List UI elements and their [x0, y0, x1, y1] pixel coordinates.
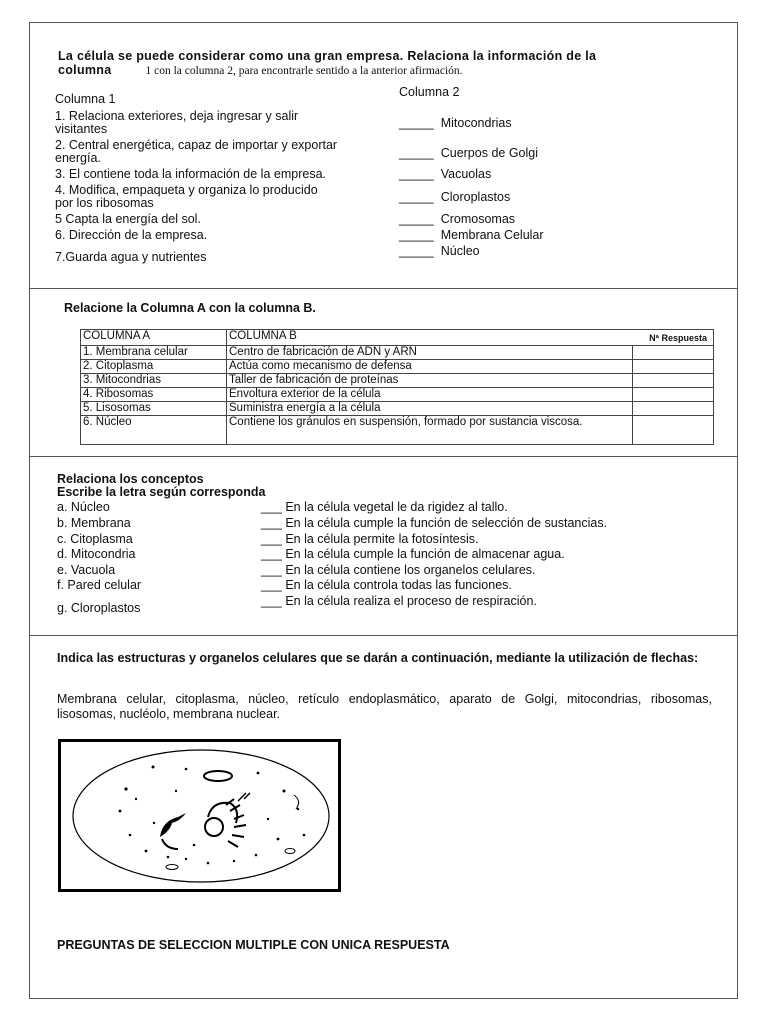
column2-header: Columna 2	[399, 85, 460, 99]
answer-cell[interactable]	[633, 360, 714, 374]
section4-title: Indica las estructuras y organelos celulares que se darán a continuación, mediante la utilización de flechas:	[57, 651, 699, 665]
col2-item: _____ Membrana Celular	[399, 228, 544, 242]
header-columna-b: COLUMNA B Nª Respuesta	[227, 330, 714, 346]
table-row: 3. Mitocondrias Taller de fabricación de proteínas	[81, 374, 714, 388]
col1-item-2: 2. Central energética, capaz de importar y exportar	[55, 138, 338, 152]
section-divider	[30, 288, 738, 289]
section1-intro: La célula se puede considerar como una gran empresa. Relaciona la información de la	[58, 49, 597, 63]
table-row: 6. Núcleo Contiene los gránulos en suspensión, formado por sustancia viscosa.	[81, 416, 714, 445]
statement-item: ___ En la célula permite la fotosíntesis.	[261, 532, 479, 546]
statement-item: ___ En la célula controla todas las funciones.	[261, 578, 512, 592]
concept-item: d. Mitocondria	[57, 547, 136, 561]
answer-cell[interactable]	[633, 374, 714, 388]
col2-item: _____ Vacuolas	[399, 167, 492, 181]
section3-subtitle: Escribe la letra según corresponda	[57, 485, 266, 499]
section1-intro-line2: columna 1 con la columna 2, para encontrarle sentido a la anterior afirmación.	[58, 63, 463, 77]
col2-item: _____ Núcleo	[399, 244, 480, 258]
table-row: 2. Citoplasma Actúa como mecanismo de defensa	[81, 360, 714, 374]
statement-item: ___ En la célula cumple la función de almacenar agua.	[261, 547, 565, 561]
statement-item: ___ En la célula cumple la función de selección de sustancias.	[261, 516, 608, 530]
col2-item: _____ Cuerpos de Golgi	[399, 146, 538, 160]
col1-item-4b: por los ribosomas	[55, 196, 154, 210]
section3-title: Relaciona los conceptos	[57, 472, 204, 486]
organelle-list: Membrana celular, citoplasma, núcleo, retículo endoplasmático, aparato de Golgi, mitocondrias, ribosomas, lisosomas, nucléolo, membrana nuclear.	[57, 692, 712, 721]
concept-item: e. Vacuola	[57, 563, 116, 577]
section2-title: Relacione la Columna A con la columna B.	[64, 301, 316, 315]
col1-item-5: 5 Capta la energía del sol.	[55, 212, 201, 226]
col1-item-7: 7.Guarda agua y nutrientes	[55, 250, 207, 264]
col1-item-1: 1. Relaciona exteriores, deja ingresar y salir	[55, 109, 299, 123]
table-row: 4. Ribosomas Envoltura exterior de la célula	[81, 388, 714, 402]
col2-item: _____ Cromosomas	[399, 212, 516, 226]
section5-title: PREGUNTAS DE SELECCION MULTIPLE CON UNICA RESPUESTA	[57, 938, 450, 952]
col1-item-3: 3. El contiene toda la información de la empresa.	[55, 167, 326, 181]
statement-item: ___ En la célula realiza el proceso de respiración.	[261, 594, 537, 608]
answer-cell[interactable]	[633, 346, 714, 360]
col1-item-4: 4. Modifica, empaqueta y organiza lo producido	[55, 183, 318, 197]
answer-cell[interactable]	[633, 416, 714, 445]
relation-table	[80, 329, 714, 445]
table-header-row	[81, 330, 714, 346]
col1-item-6: 6. Dirección de la empresa.	[55, 228, 208, 242]
col1-item-2b: energía.	[55, 151, 101, 165]
answer-cell[interactable]	[633, 388, 714, 402]
col2-item: _____ Cloroplastos	[399, 190, 511, 204]
header-respuesta: Nª Respuesta	[649, 333, 707, 343]
section-divider	[30, 635, 738, 636]
table-row: 1. Membrana celular Centro de fabricación de ADN y ARN	[81, 346, 714, 360]
cell-diagram	[58, 739, 341, 892]
col1-item-1b: visitantes	[55, 122, 108, 136]
statement-item: ___ En la célula contiene los organelos celulares.	[261, 563, 536, 577]
statement-item: ___ En la célula vegetal le da rigidez al tallo.	[261, 500, 508, 514]
answer-cell[interactable]	[633, 402, 714, 416]
section-divider	[30, 456, 738, 457]
concept-item: a. Núcleo	[57, 500, 110, 514]
concept-item: b. Membrana	[57, 516, 131, 530]
column1-header: Columna 1	[55, 92, 116, 106]
col2-item: _____ Mitocondrias	[399, 116, 512, 130]
concept-item: g. Cloroplastos	[57, 601, 141, 615]
concept-item: f. Pared celular	[57, 578, 142, 592]
concept-item: c. Citoplasma	[57, 532, 133, 546]
table-row: 5. Lisosomas Suministra energía a la célula	[81, 402, 714, 416]
header-columna-a: COLUMNA A	[81, 330, 227, 346]
